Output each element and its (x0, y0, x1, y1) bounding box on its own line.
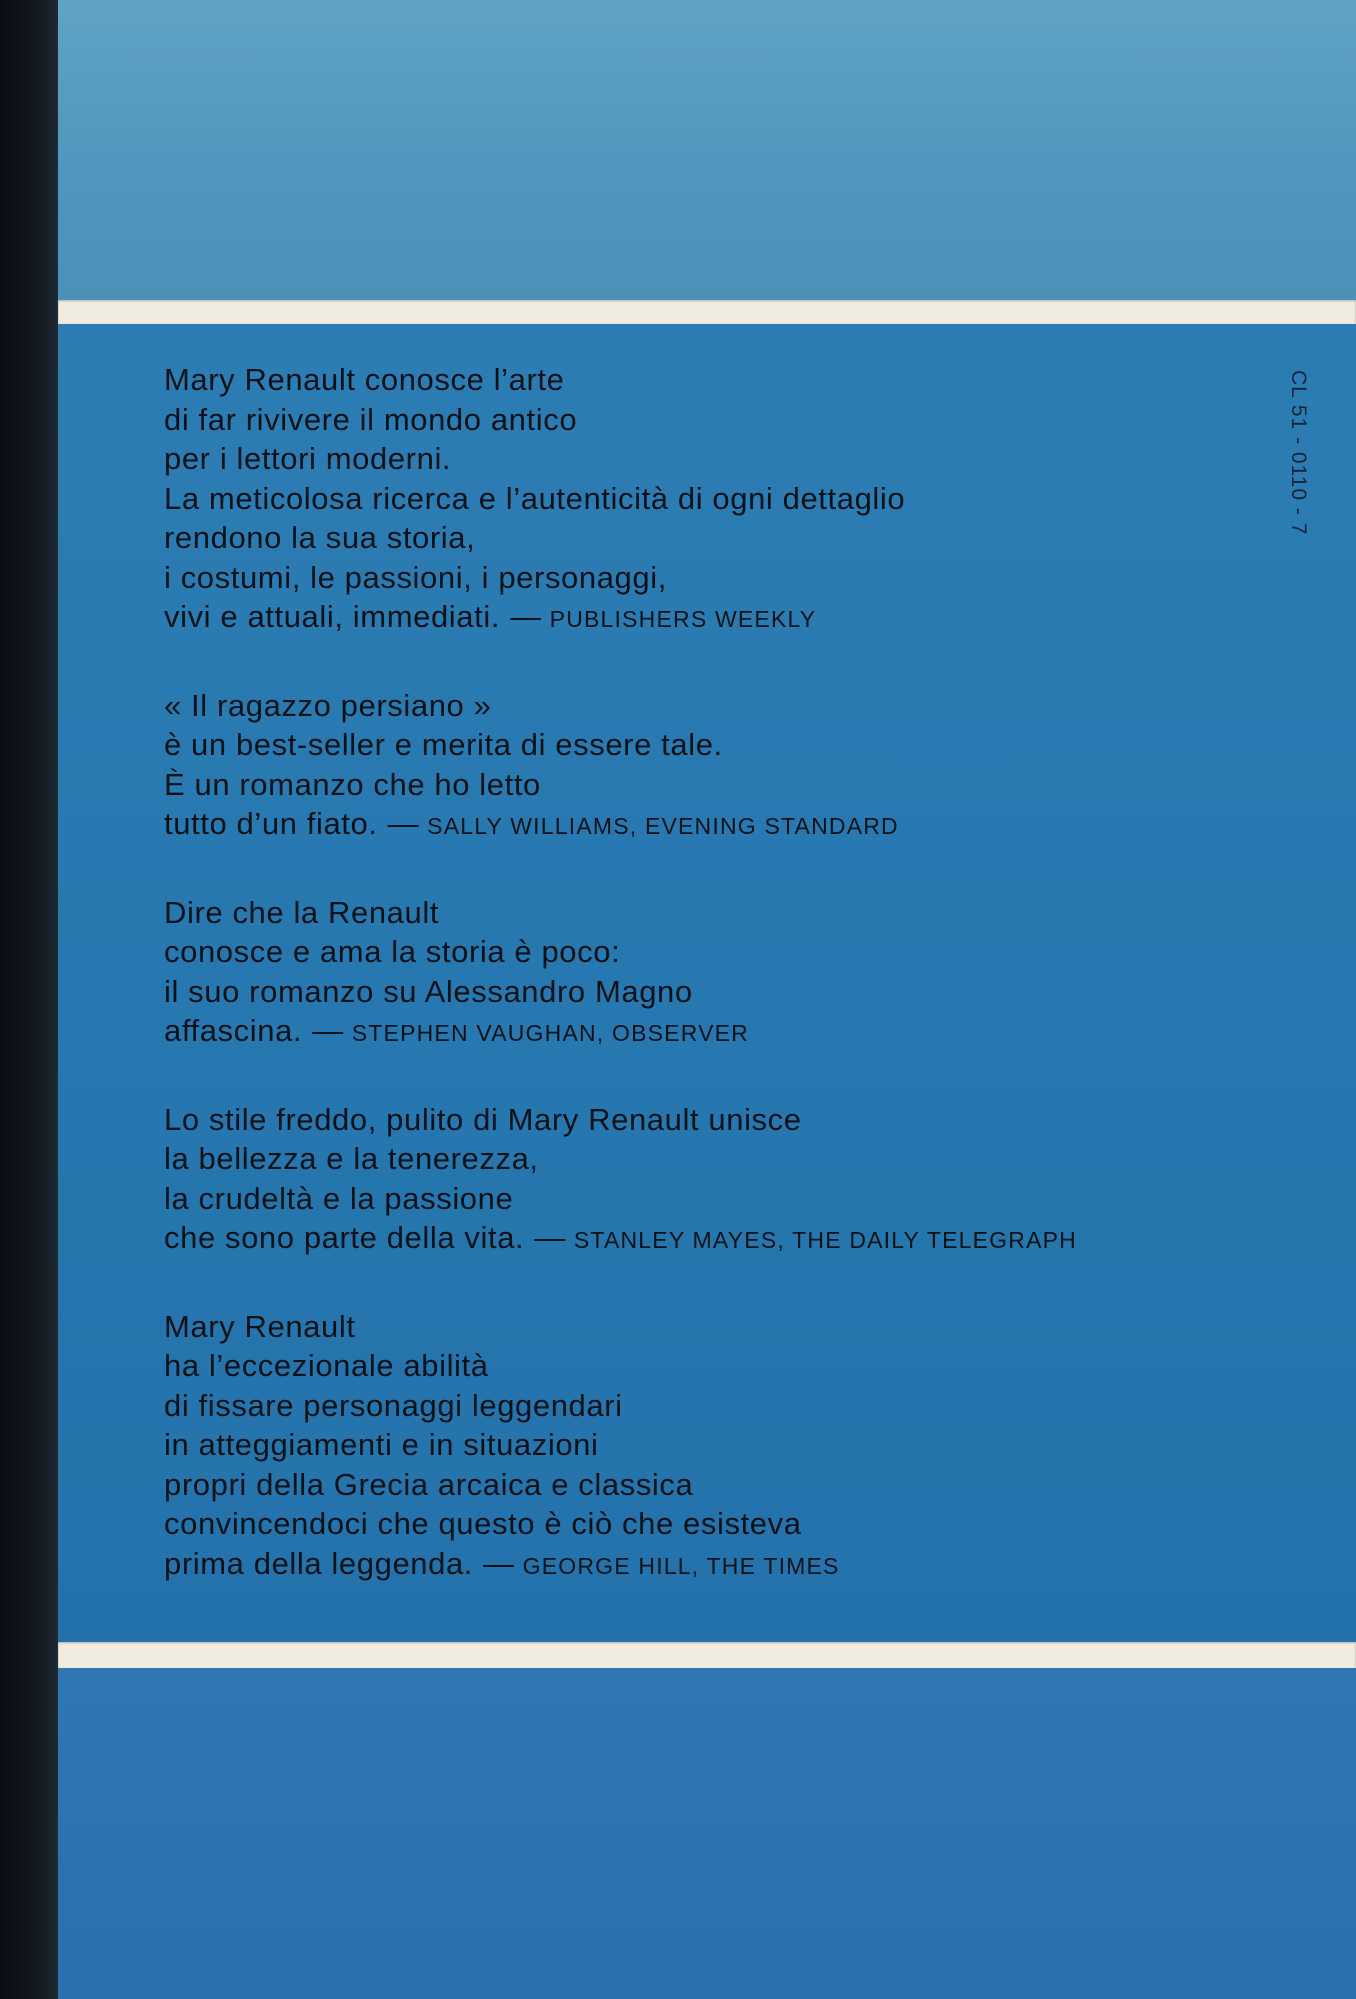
quote-line: La meticolosa ricerca e l’autenticità di ogni dettaglio (164, 480, 906, 516)
quote-line-text: che sono parte della vita. (164, 1220, 525, 1255)
quote-line: rendono la sua storia, (164, 520, 476, 555)
quote-line: Mary Renault (164, 1308, 356, 1344)
bottom-divider-stripe (58, 1642, 1356, 1668)
quote-line: Dire che la Renault (164, 894, 440, 930)
attribution-dash: — (483, 1545, 515, 1581)
review-quote (164, 1307, 1294, 1587)
attribution-dash: — (387, 806, 420, 841)
catalog-code: CL 51 - 0110 - 7 (1287, 370, 1310, 536)
quote-last-line (164, 1011, 1294, 1054)
top-color-band (58, 0, 1356, 300)
attribution-dash: — (510, 599, 542, 634)
quote-line: di far rivivere il mondo antico (164, 401, 578, 437)
quote-line: Lo stile freddo, pulito di Mary Renault unisce (164, 1101, 802, 1137)
quote-line: È un romanzo che ho letto (164, 766, 541, 802)
quote-last-line (164, 804, 1294, 847)
quote-source: PUBLISHERS WEEKLY (549, 606, 817, 632)
quote-line-text: prima della leggenda. (164, 1545, 474, 1581)
review-quote (164, 893, 1294, 1054)
quote-line: i costumi, le passioni, i personaggi, (164, 559, 667, 595)
quote-line: la bellezza e la tenerezza, (164, 1141, 539, 1176)
quote-last-line (164, 597, 1294, 640)
review-quote (164, 360, 1294, 640)
quote-source: STEPHEN VAUGHAN, OBSERVER (351, 1020, 749, 1046)
quote-line: è un best-seller e merita di essere tale. (164, 727, 723, 762)
quote-line: di fissare personaggi leggendari (164, 1387, 623, 1423)
quote-line-text: affascina. (164, 1013, 303, 1048)
quote-line-text: vivi e attuali, immediati. (164, 599, 501, 634)
quote-line: il suo romanzo su Alessandro Magno (164, 973, 693, 1009)
quote-line: ha l’eccezionale abilità (164, 1348, 489, 1383)
quote-line-text: tutto d’un fiato. (164, 806, 378, 841)
quote-line: convincendoci che questo è ciò che esisteva (164, 1506, 802, 1541)
quote-line: Mary Renault conosce l’arte (164, 362, 565, 397)
attribution-dash: — (312, 1013, 344, 1048)
review-quotes (164, 360, 1294, 1586)
quote-last-line (164, 1218, 1294, 1261)
quote-line: in atteggiamenti e in situazioni (164, 1427, 599, 1462)
quote-line: « Il ragazzo persiano » (164, 687, 492, 723)
review-quote (164, 1100, 1294, 1261)
quote-source: STANLEY MAYES, THE DAILY TELEGRAPH (573, 1227, 1077, 1253)
review-quote (164, 686, 1294, 847)
quote-source: SALLY WILLIAMS, EVENING STANDARD (427, 813, 899, 839)
top-divider-stripe (58, 300, 1356, 324)
quote-line: la crudeltà e la passione (164, 1180, 514, 1216)
bottom-color-band (58, 1668, 1356, 1999)
quote-line: per i lettori moderni. (164, 441, 452, 476)
book-spine (0, 0, 58, 1999)
quote-line: conosce e ama la storia è poco: (164, 934, 621, 969)
quote-line: propri della Grecia arcaica e classica (164, 1466, 694, 1502)
quote-source: GEORGE HILL, THE TIMES (522, 1552, 840, 1579)
attribution-dash: — (534, 1220, 566, 1255)
quote-last-line (164, 1544, 1294, 1587)
